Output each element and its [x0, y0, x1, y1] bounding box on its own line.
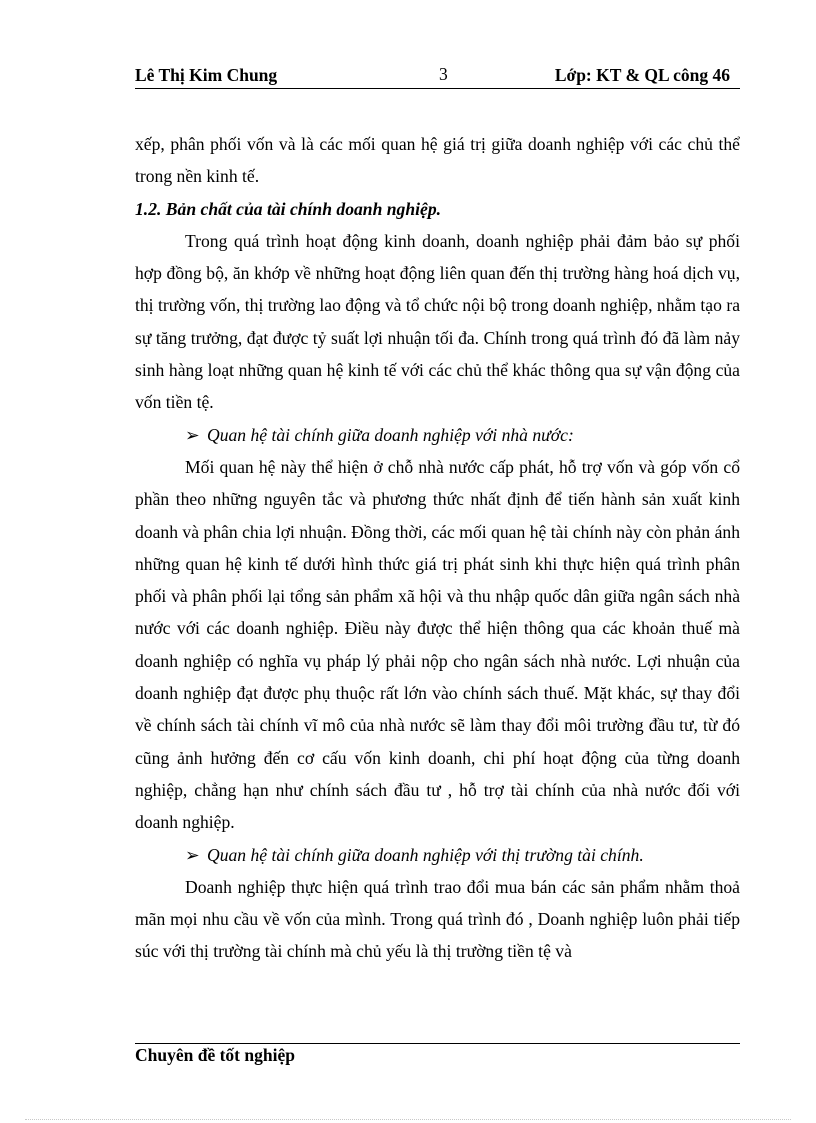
paragraph-4: Doanh nghiệp thực hiện quá trình trao đổi mua bán các sản phẩm nhằm thoả mãn mọi nhu cầu về vốn của mình. Trong quá trình đó , Doanh nghiệp luôn phải tiếp súc với thị trường tài chính mà chủ yếu là thị trường tiền tệ và [135, 876, 740, 962]
page-number: 3 [439, 64, 448, 84]
document-body [135, 128, 740, 968]
page-header [135, 64, 740, 89]
arrow-bullet-icon: ➢ [185, 424, 200, 445]
page-edge-divider [25, 1119, 791, 1120]
bullet-item-market [135, 839, 740, 871]
footer-label: Chuyên đề tốt nghiệp [135, 1045, 295, 1065]
footer-divider [135, 1043, 740, 1044]
section-heading: 1.2. Bản chất của tài chính doanh nghiệp. [135, 198, 442, 219]
arrow-bullet-icon: ➢ [185, 844, 200, 865]
class-label: Lớp: KT & QL công 46 [554, 65, 730, 85]
paragraph-1: xếp, phân phối vốn và là các mối quan hệ giá trị giữa doanh nghiệp với các chủ thể trong nền kinh tế. [135, 134, 740, 187]
paragraph-3: Mối quan hệ này thể hiện ở chỗ nhà nước cấp phát, hỗ trợ vốn và góp vốn cổ phần theo những nguyên tắc và phương thức nhất định để tiến hành sản xuất kinh doanh và phân chia lợi nhuận. Đồng thời, các mối quan hệ tài chính này còn phản ánh những quan hệ kinh tế dưới hình thức giá trị phát sinh khi thực hiện quá trình phân phối và phân phối lại tổng sản phẩm xã hội và thu nhập quốc dân giữa ngân sách nhà nước với các doanh nghiệp. Điều này được thể hiện thông qua các khoản thuế mà doanh nghiệp có nghĩa vụ pháp lý phải nộp cho ngân sách nhà nước. Lợi nhuận của doanh nghiệp đạt được phụ thuộc rất lớn vào chính sách thuế. Mặt khác, sự thay đổi về chính sách tài chính vĩ mô của nhà nước sẽ làm thay đổi môi trường đầu tư, từ đó cũng ảnh hưởng đến cơ cấu vốn kinh doanh, chi phí hoạt động của từng doanh nghiệp, chẳng hạn như chính sách đầu tư , hỗ trợ tài chính của nhà nước đối với doanh nghiệp. [135, 456, 740, 833]
author-name: Lê Thị Kim Chung [135, 65, 278, 85]
bullet-text: Quan hệ tài chính giữa doanh nghiệp với thị trường tài chính. [207, 844, 644, 865]
bullet-item-state [135, 419, 740, 451]
paragraph-2: Trong quá trình hoạt động kinh doanh, doanh nghiệp phải đảm bảo sự phối hợp đồng bộ, ăn khớp về những hoạt động liên quan đến thị trường hàng hoá dịch vụ, thị trường vốn, thị trường lao động và tổ chức nội bộ trong doanh nghiệp, nhằm tạo ra sự tăng trưởng, đạt được tỷ suất lợi nhuận tối đa. Chính trong quá trình đó đã làm nảy sinh hàng loạt những quan hệ kinh tế với các chủ thể khác thông qua sự vận động của vốn tiền tệ. [135, 230, 740, 413]
bullet-text: Quan hệ tài chính giữa doanh nghiệp với nhà nước: [207, 424, 574, 445]
